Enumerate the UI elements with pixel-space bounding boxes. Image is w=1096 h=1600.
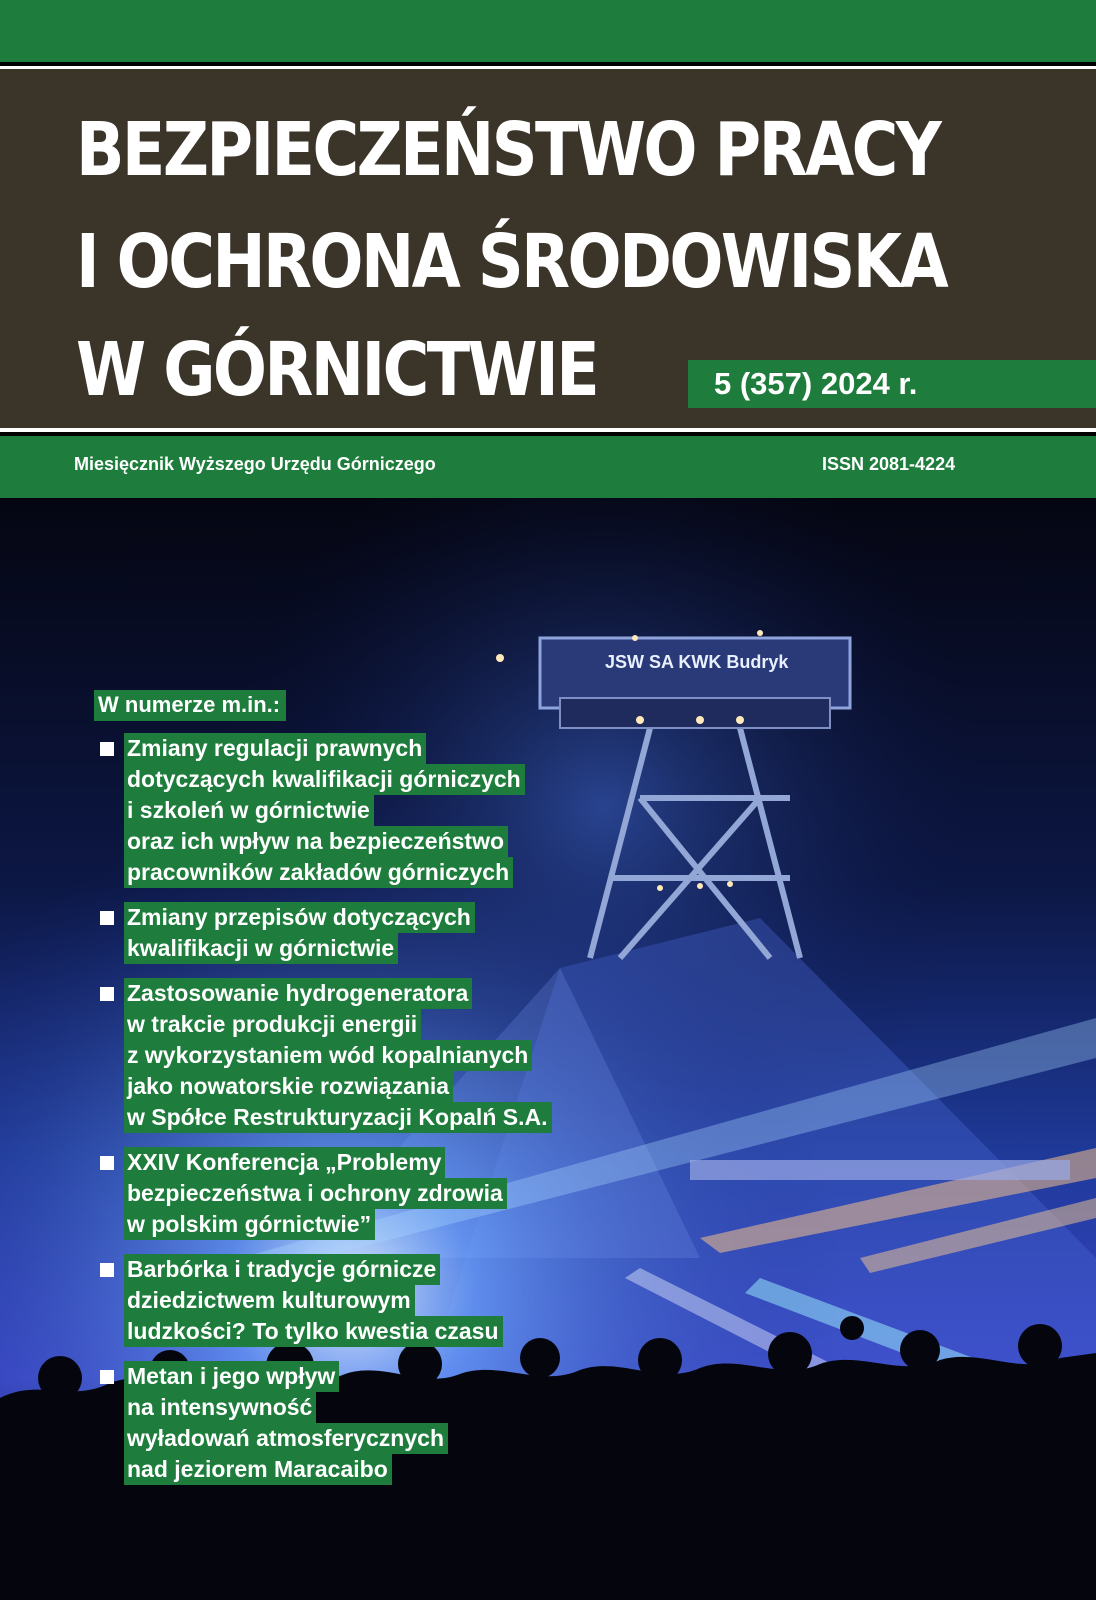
contents-line: Barbórka i tradycje górnicze xyxy=(124,1254,440,1285)
square-bullet-icon xyxy=(100,1156,114,1170)
contents-line: Zastosowanie hydrogeneratora xyxy=(124,978,472,1009)
contents-line: oraz ich wpływ na bezpieczeństwo xyxy=(124,826,508,857)
headframe-sign: JSW SA KWK Budryk xyxy=(605,652,789,672)
contents-line: w trakcie produkcji energii xyxy=(124,1009,421,1040)
contents-line: wyładowań atmosferycznych xyxy=(124,1423,448,1454)
contents-heading: W numerze m.in.: xyxy=(94,690,286,721)
contents-line: bezpieczeństwa i ochrony zdrowia xyxy=(124,1178,507,1209)
contents-list xyxy=(94,690,614,1499)
contents-line: nad jeziorem Maracaibo xyxy=(124,1454,392,1485)
contents-line: Zmiany przepisów dotyczących xyxy=(124,902,475,933)
contents-line: ludzkości? To tylko kwestia czasu xyxy=(124,1316,503,1347)
square-bullet-icon xyxy=(100,987,114,1001)
square-bullet-icon xyxy=(100,911,114,925)
contents-line: z wykorzystaniem wód kopalnianych xyxy=(124,1040,532,1071)
contents-line: Metan i jego wpływ xyxy=(124,1361,339,1392)
contents-item-6 xyxy=(94,1361,614,1485)
journal-title-line-3: W GÓRNICTWIE xyxy=(76,327,598,413)
subtitle-bar xyxy=(0,436,1096,498)
contents-item-2 xyxy=(94,902,614,964)
title-block xyxy=(0,66,1096,432)
journal-title-line-1: BEZPIECZEŃSTWO PRACY xyxy=(76,107,940,193)
contents-item-5 xyxy=(94,1254,614,1347)
contents-line: i szkoleń w górnictwie xyxy=(124,795,374,826)
issue-number-badge: 5 (357) 2024 r. xyxy=(688,360,1096,408)
contents-line: na intensywność xyxy=(124,1392,316,1423)
contents-line: w Spółce Restrukturyzacji Kopalń S.A. xyxy=(124,1102,552,1133)
contents-item-4 xyxy=(94,1147,614,1240)
contents-line: Zmiany regulacji prawnych xyxy=(124,733,426,764)
contents-line: pracowników zakładów górniczych xyxy=(124,857,513,888)
issn-label: ISSN 2081-4224 xyxy=(822,454,956,474)
contents-line: XXIV Konferencja „Problemy xyxy=(124,1147,445,1178)
journal-subtitle: Miesięcznik Wyższego Urzędu Górniczego xyxy=(74,454,436,474)
square-bullet-icon xyxy=(100,1370,114,1384)
contents-item-3 xyxy=(94,978,614,1133)
contents-line: dziedzictwem kulturowym xyxy=(124,1285,415,1316)
square-bullet-icon xyxy=(100,1263,114,1277)
journal-title-line-2: I OCHRONA ŚRODOWISKA xyxy=(76,219,947,305)
contents-line: w polskim górnictwie” xyxy=(124,1209,375,1240)
contents-line: dotyczących kwalifikacji górniczych xyxy=(124,764,525,795)
top-green-bar xyxy=(0,0,1096,62)
contents-line: kwalifikacji w górnictwie xyxy=(124,933,398,964)
contents-line: jako nowatorskie rozwiązania xyxy=(124,1071,453,1102)
contents-item-1 xyxy=(94,733,614,888)
square-bullet-icon xyxy=(100,742,114,756)
